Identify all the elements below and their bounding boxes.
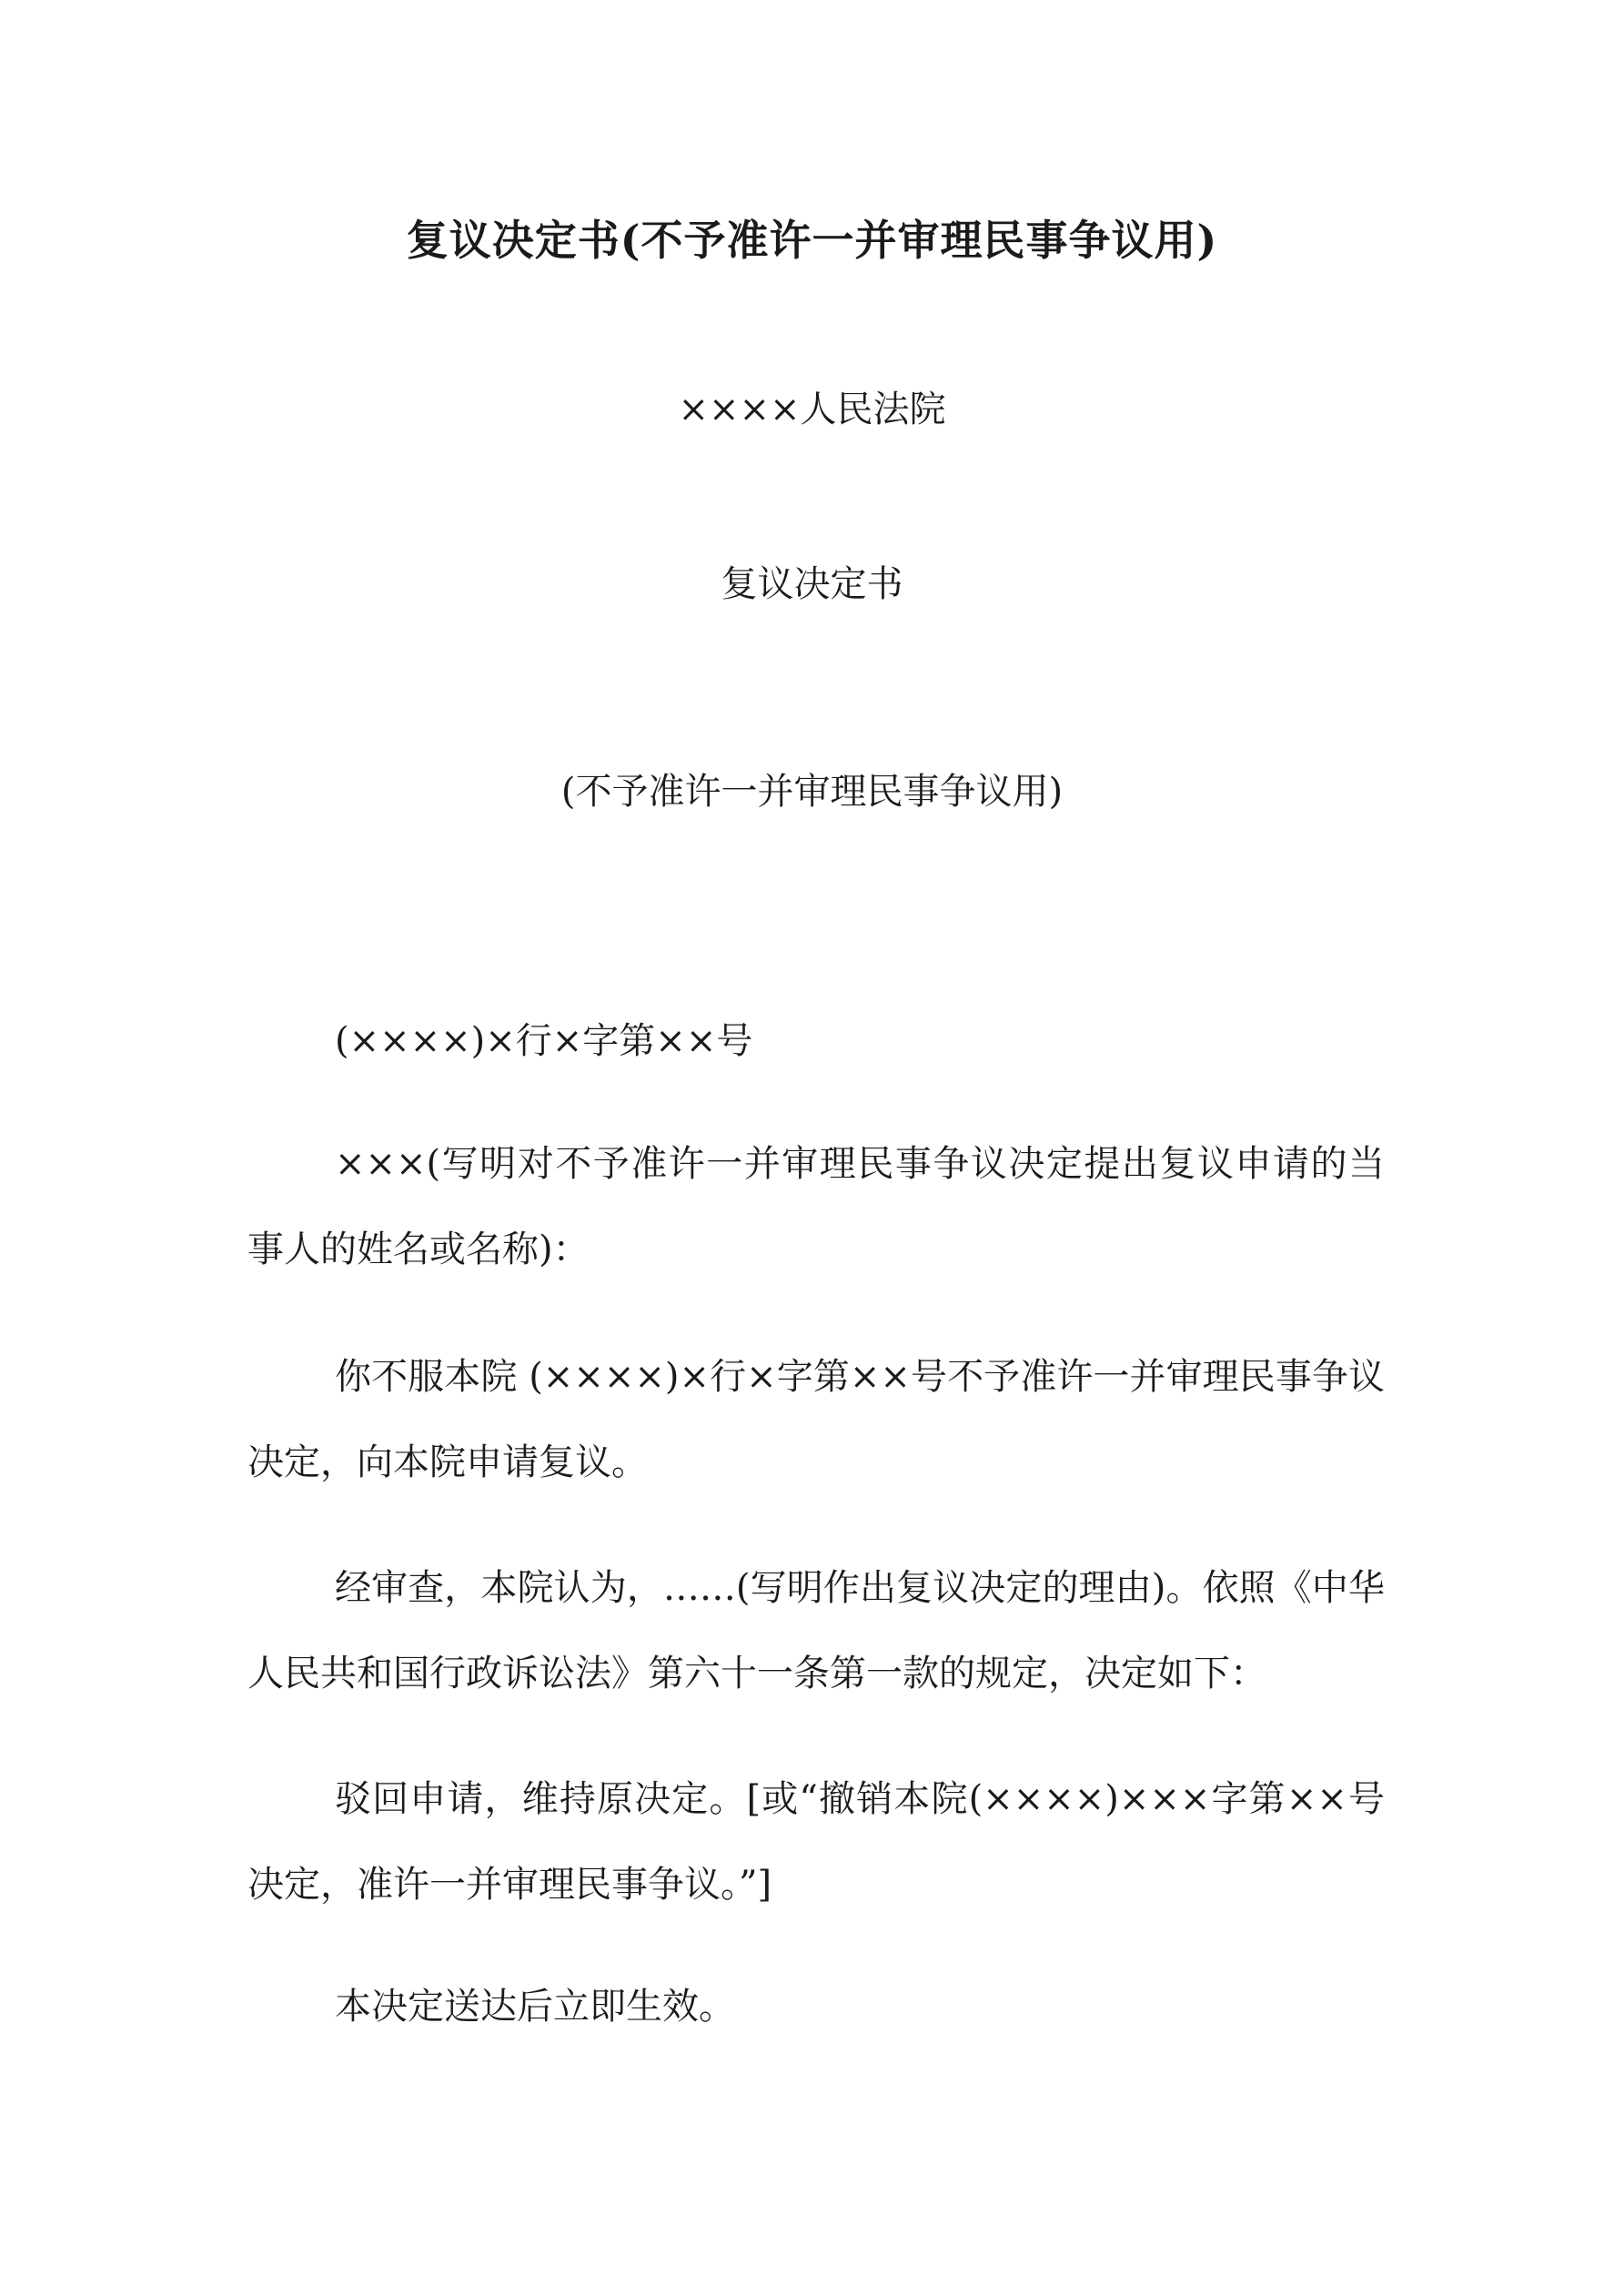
case-number: (××××)×行×字第××号 (335, 1020, 753, 1062)
paragraph-effect: 本决定送达后立即生效。 (335, 1986, 735, 2028)
court-name: ××××人民法院 (678, 389, 946, 430)
paragraph-decision: 驳回申请，维持原决定。[或“撤销本院(××××)×××字第××号决定，准许一并审理民事争议。”] (247, 1778, 1385, 1906)
document-type-heading: 复议决定书 (721, 563, 903, 605)
paragraph-addressee: ×××(写明对不予准许一并审理民事争议决定提出复议申请的当事人的姓名或名称)： (247, 1143, 1385, 1270)
paragraph-application: 你不服本院 (××××)×行×字第××号不予准许一并审理民事争议决定，向本院申请复议。 (247, 1356, 1385, 1483)
document-title: 复议决定书(不予准许一并审理民事争议用) (406, 216, 1218, 265)
paragraph-reasoning: 经审查，本院认为，……(写明作出复议决定的理由)。依照《中华人民共和国行政诉讼法》第六十一条第一款的规定，决定如下： (247, 1567, 1385, 1694)
document-subtype-heading: (不予准许一并审理民事争议用) (560, 771, 1064, 813)
